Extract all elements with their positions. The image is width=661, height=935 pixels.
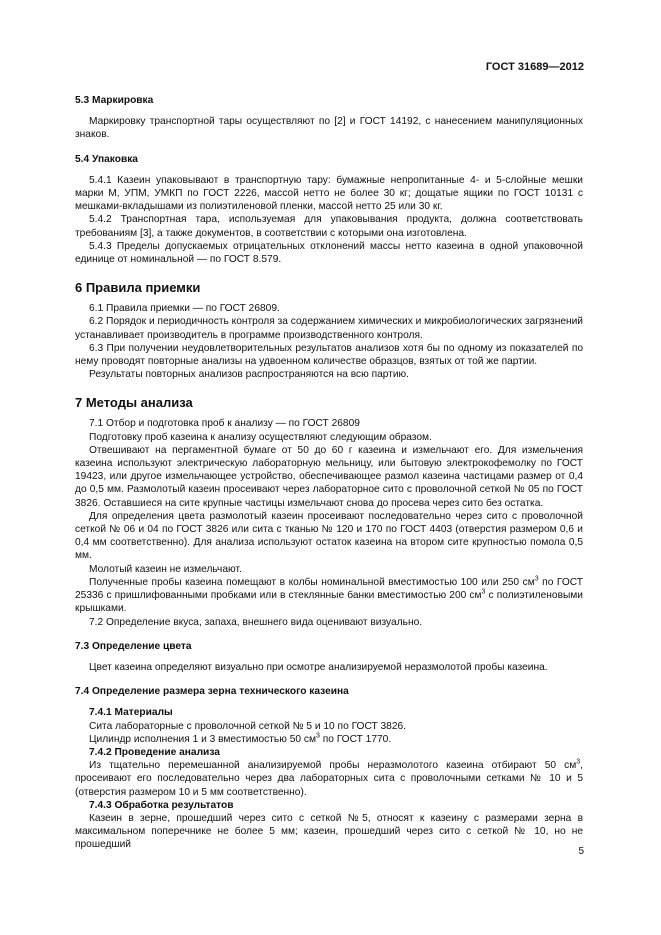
results-processing: Казеин в зерне, прошедший через сито с сеткой №5, относят к казеину с размерами зерна в максимальном поперечнике не более 5 мм; казеин, прошедший через сито с сеткой № 10, но не прошедший	[75, 812, 583, 851]
section-5-4-2: 5.4.2 Транспортная тара, используемая для упаковывания продукта, должна соответствовать требованиям [3], а также документов, в соответствии с которыми она изготовлена.	[75, 214, 583, 239]
samples-text-a: Полученные пробы казеина помещают в колбы номинальной вместимостью 100 или 250 см	[89, 576, 535, 588]
section-6-2: 6.2 Порядок и периодичность контроля за содержанием химических и микробиологических загрязнений устанавливает производитель в программе производственного контроля.	[75, 316, 583, 341]
section-5-3-p1: Маркировку транспортной тары осуществляют по [2] и ГОСТ 14192, с нанесением манипуляционных знаков.	[75, 116, 583, 141]
page-number: 5	[578, 846, 584, 857]
superscript-3: 3	[576, 758, 581, 766]
section-7-4-2-title: 7.4.2 Проведение анализа	[89, 746, 220, 758]
section-7-title: 7 Методы анализа	[75, 395, 193, 411]
section-7-3-title: 7.3 Определение цвета	[75, 640, 192, 652]
section-5-4-title: 5.4 Упаковка	[75, 153, 138, 165]
materials-cylinder	[75, 733, 583, 746]
superscript-3: 3	[315, 732, 320, 740]
section-5-4-1: 5.4.1 Казеин упаковывают в транспортную тару: бумажные непропитанные 4- и 5-слойные мешки марки М, УПМ, УМКП по ГОСТ 2226, массой нетто не более 30 кг; дощатые ящики по ГОСТ 10131 с мешками-вкладышами из полиэтиленовой пленки, массой нетто 25 или 30 кг.	[75, 174, 583, 213]
section-7-1: 7.1 Отбор и подготовка проб к анализу — по ГОСТ 26809	[89, 418, 360, 430]
section-5-3-title: 5.3 Маркировка	[75, 95, 154, 106]
standard-header: ГОСТ 31689—2012	[485, 61, 584, 73]
section-6-3: 6.3 При получении неудовлетворительных результатов анализов хотя бы по одному из показателей по нему проводят повторные анализы на удвоенном количестве образцов, взятых от той же партии.	[75, 342, 583, 368]
section-7-4-1-title: 7.4.1 Материалы	[89, 707, 173, 719]
section-7-1-grind: Отвешивают на пергаментной бумаге от 50 до 60 г казеина и измельчают его. Для измельчения казеина используют электрическую лабораторную мельницу, или бытовую электрокофемолку по ГОСТ 19423, или другое измельчающее устройство, обеспечивающее размол казеина частицами размер от 0,4 до 0,5 мм. Размолотый казеин просеивают через лабораторное сито с проволочной сеткой № 05 по ГОСТ 3826. Оставшиеся на сите крупные частицы измельчают снова до просева через сито без остатка.	[75, 444, 583, 509]
section-5-4-3: 5.4.3 Пределы допускаемых отрицательных отклонений массы нетто казеина в одной упаковочной единице от номинальной — по ГОСТ 8.579.	[75, 240, 583, 266]
cylinder-text-a: Цилиндр исполнения 1 и 3 вместимостью 50 см	[89, 733, 316, 745]
section-7-2: 7.2 Определение вкуса, запаха, внешнего вида оценивают визуально.	[89, 616, 423, 628]
section-7-4-3-title: 7.4.3 Обработка результатов	[89, 799, 234, 811]
samples-text-c: с полиэтиленовыми крышками.	[75, 590, 583, 615]
section-7-1-ground: Молотый казеин не измельчают.	[89, 563, 242, 575]
materials-sieves: Сита лабораторные с проволочной сеткой № 5 и 10 по ГОСТ 3826.	[89, 720, 407, 732]
section-6-title: 6 Правила приемки	[75, 280, 201, 296]
superscript-3: 3	[534, 575, 539, 583]
analysis-text-b: , просеивают его последовательно через два лабораторных сита с проволочными сетками № 10 и 5 (отверстия размером 10 и 5 мм соответственно).	[75, 760, 583, 798]
analysis-procedure	[75, 759, 583, 799]
cylinder-text-b: по ГОСТ 1770.	[319, 733, 392, 745]
section-7-1-prep: Подготовку проб казеина к анализу осуществляют следующим образом.	[89, 431, 432, 443]
samples-text-b: по ГОСТ 25336 с пришлифованными пробками или в стеклянные банки вместимостью 200 см	[75, 576, 584, 602]
analysis-text-a: Из тщательно перемешанной анализируемой пробы неразмолотого казеина отбирают 50 см	[89, 760, 577, 772]
section-6-1: 6.1 Правила приемки — по ГОСТ 26809.	[89, 303, 280, 315]
superscript-3: 3	[481, 588, 486, 596]
section-7-3-p1: Цвет казеина определяют визуально при осмотре анализируемой неразмолотой пробы казеина.	[89, 661, 548, 673]
section-7-4-title: 7.4 Определение размера зерна технического казеина	[75, 686, 349, 698]
section-7-1-color: Для определения цвета размолотый казеин просеивают последовательно через сито с проволочной сеткой № 06 и 04 по ГОСТ 3826 или сита с тканью № 120 и 170 по ГОСТ 4403 (отверстия размером 0,6 и 0,4 мм соответственно). Для анализа используют остаток казеина на втором сите крупностью помола 0,5 мм.	[75, 510, 583, 562]
section-6-4: Результаты повторных анализов распространяются на всю партию.	[89, 369, 410, 381]
page-content	[75, 90, 583, 852]
section-7-1-samples	[75, 576, 583, 616]
